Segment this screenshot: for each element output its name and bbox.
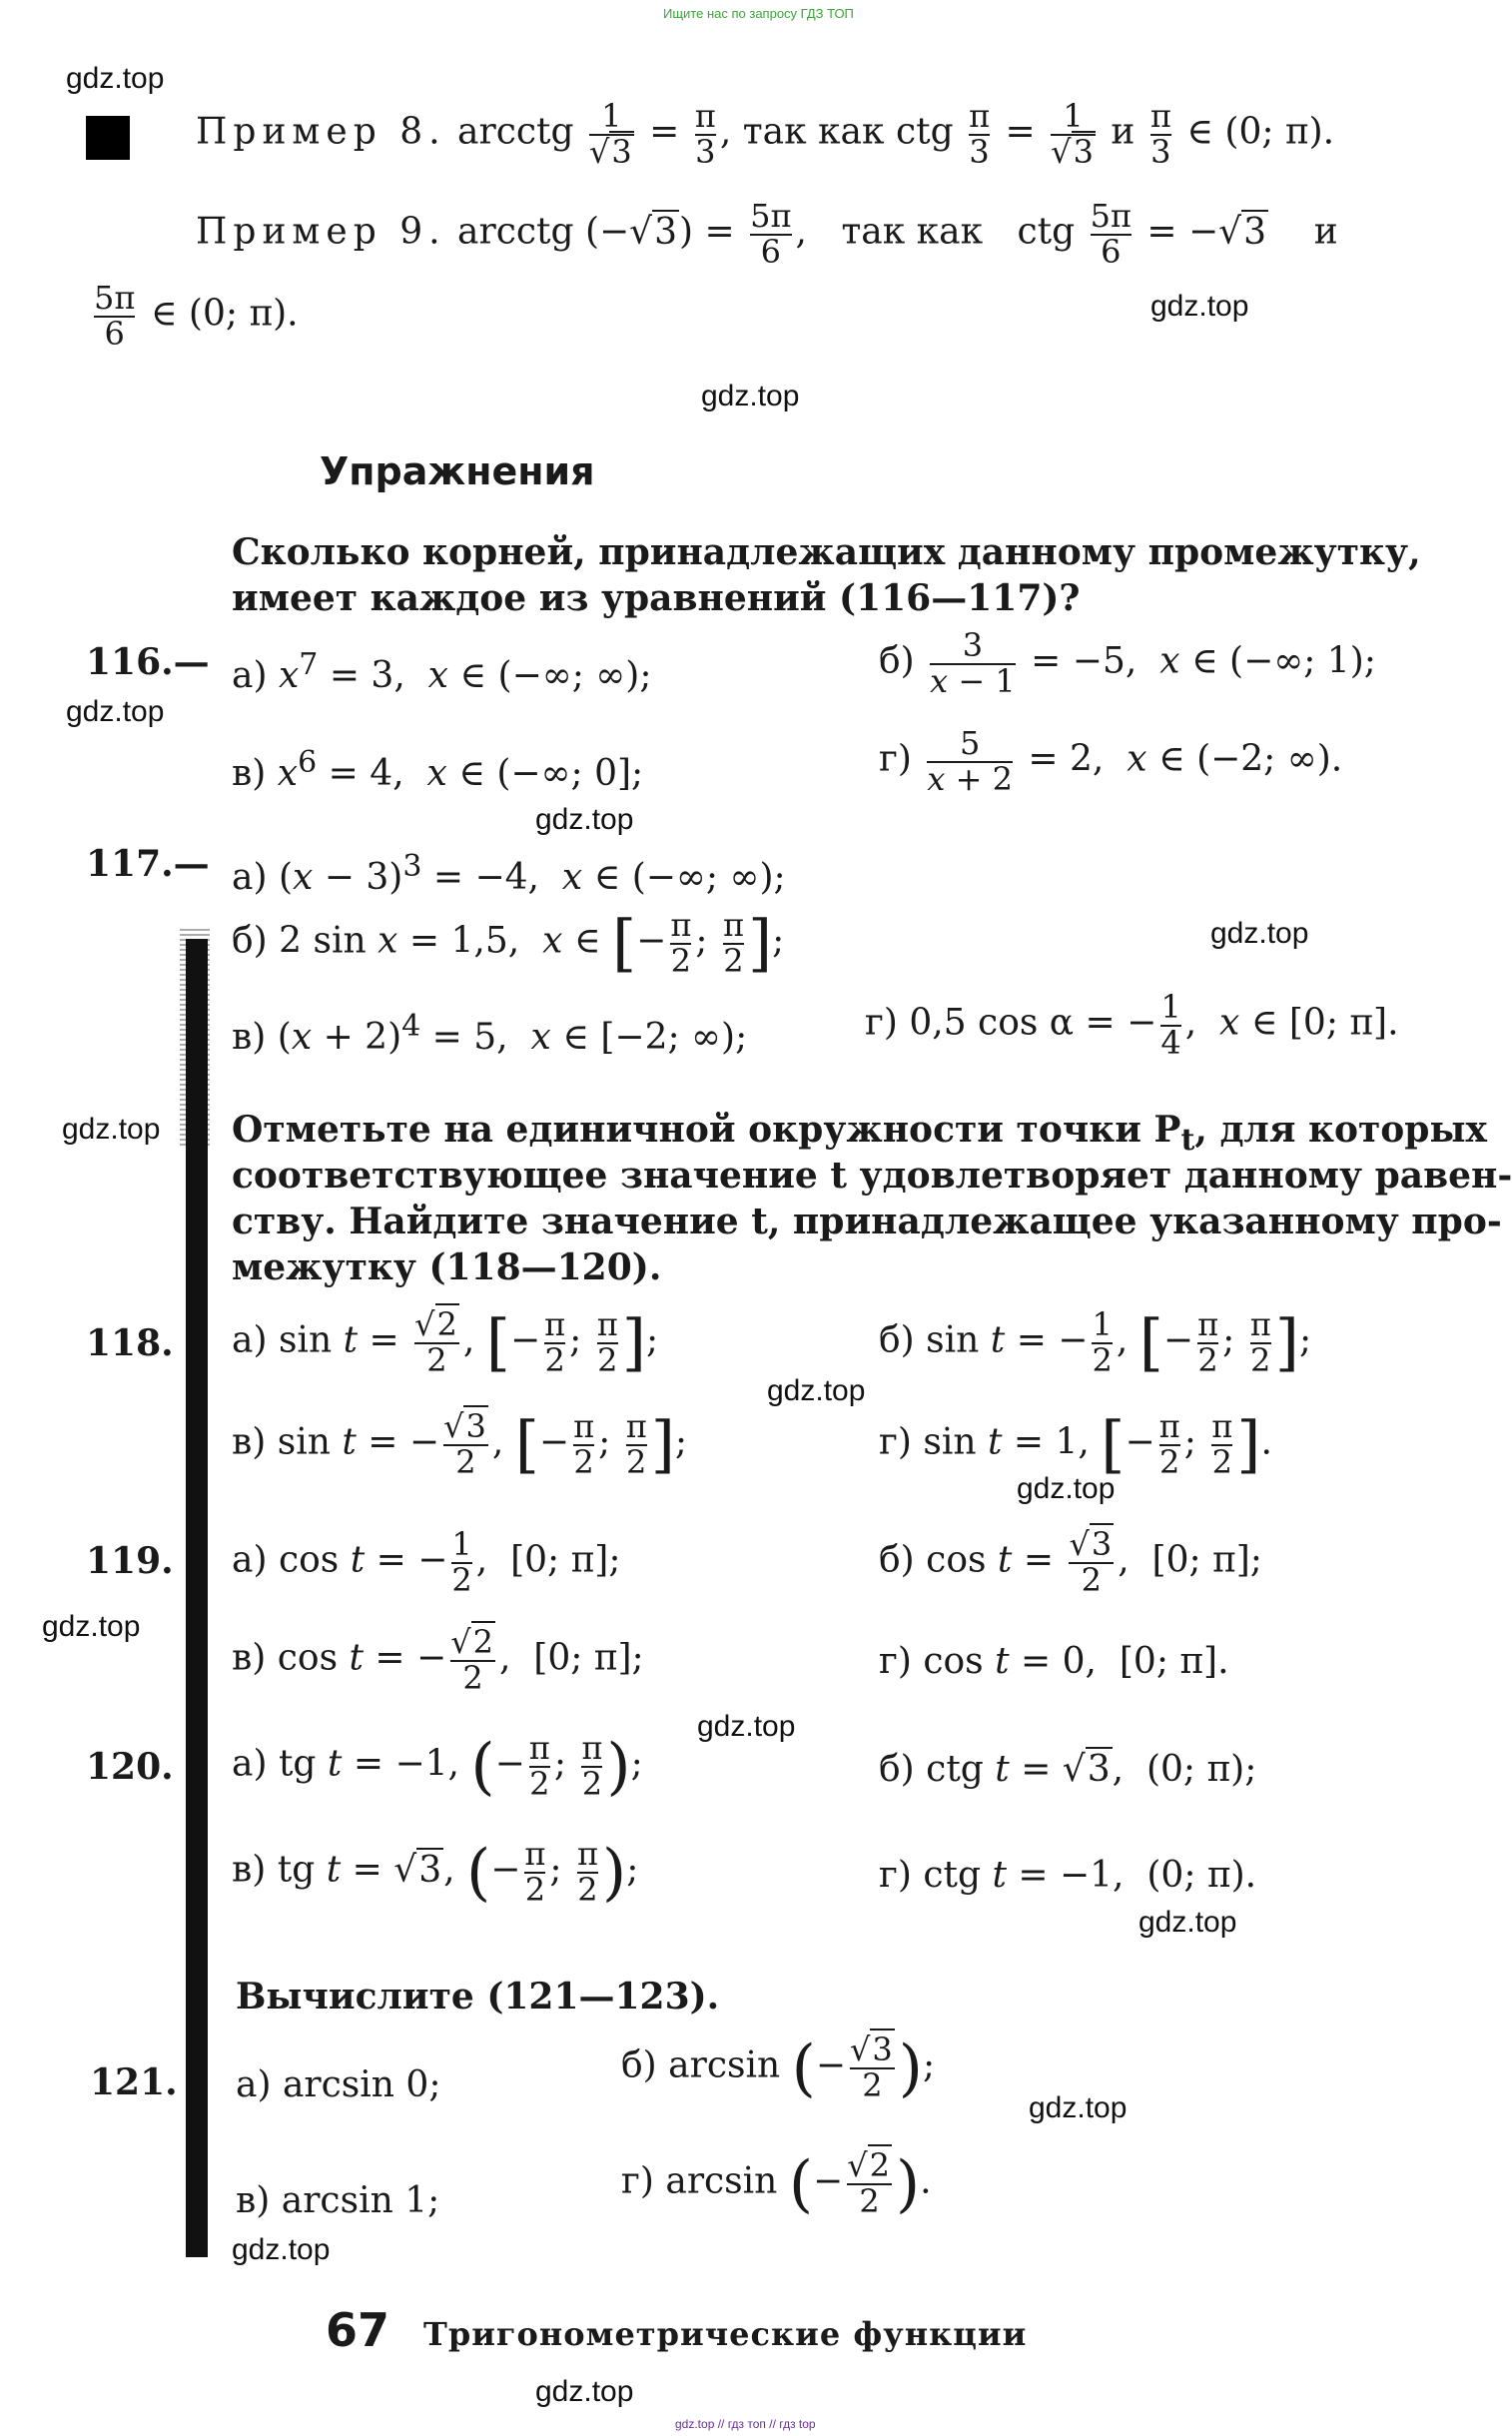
problem-120a: а) tg t = −1, (− $\frac{\pi}{2}$ ; $\frac{\pi}{2}$ ); [232,1729,643,1803]
problem-120b: б) ctg t = √3, (0; π); [879,1749,1257,1790]
watermark: gdz.top [1210,917,1309,950]
example-marker [86,116,130,160]
item-label: г) [865,1002,898,1044]
example-9: Пример 9. arcctg (−√3) = $\frac{5\pi}{6}$ , так как ctg $\frac{5\pi}{6}$ = −√3 и [196,197,1338,271]
problem-121g: г) arcsin (− $\frac{√2}{2}$ ). [621,2146,932,2220]
problem-118g: г) sin t = 1, [− $\frac{\pi}{2}$ ; $\frac{\pi}{2}$ ]. [879,1407,1272,1481]
watermark: gdz.top [1150,290,1249,323]
item-label: а) [236,2064,272,2105]
watermark: gdz.top [535,803,634,836]
instruction-text: имеет каждое из уравнений (116—117)? [232,577,1081,619]
example-8: Пример 8. arcctg $\frac{1}{√3}$ = $\frac{\pi}{3}$ , так как ctg $\frac{\pi}{3}$ = $\frac{1}{√3}$ и $\frac{\pi}{3}$ ∈ (0; π). [196,97,1335,171]
problem-number: 121. [90,2061,178,2103]
item-label: б) [232,920,268,962]
item-label: г) [879,1421,912,1463]
problem-119g: г) cos t = 0, [0; π]. [879,1641,1229,1682]
instruction-sub: t [1180,1123,1195,1159]
problem-number: 119. [86,1540,174,1582]
item-label: г) [879,738,912,780]
item-label: в) [232,1637,267,1679]
item-label: г) [879,1855,912,1896]
watermark: gdz.top [767,1374,866,1407]
problem-119b: б) cos t = $\frac{√3}{2}$ , [0; π]; [879,1525,1262,1599]
example-8-label: Пример 8. [196,111,446,153]
problem-117a: а) $(x - 3)^3 = -4$, x ∈ (−∞; ∞); [232,849,786,898]
page-number: 67 [326,2303,390,2357]
problem-116g: г) $\frac{5}{x + 2}$ = 2, x ∈ (−2; ∞). [879,724,1343,798]
item-label: в) [232,753,267,794]
problem-number: 116.— [86,641,210,683]
example-8-and: и [1111,111,1135,153]
problem-119a: а) cos t = − $\frac{1}{2}$ , [0; π]; [232,1525,621,1599]
problem-118v: в) sin t = − $\frac{√3}{2}$ , [− $\frac{\pi}{2}$ ; $\frac{\pi}{2}$ ]; [232,1407,688,1481]
problem-117g: г) 0,5 cos α = − $\frac{1}{4}$ , x ∈ [0; π]. [865,988,1399,1062]
running-title: Тригонометрические функции [423,2315,1028,2353]
item-label: б) [621,2044,657,2086]
instruction-text: межутку (118—120). [232,1246,662,1288]
item-label: г) [621,2160,654,2202]
item-label: б) [879,1539,915,1581]
instruction-part: Отметьте на единичной окружности точки P [232,1109,1181,1151]
instruction-part: , для которых [1194,1109,1487,1151]
problem-118b: б) sin t = − $\frac{1}{2}$ , [− $\frac{\pi}{2}$ ; $\frac{\pi}{2}$ ]; [879,1305,1312,1379]
item-label: б) [879,640,915,682]
margin-bar [186,939,208,2257]
watermark: gdz.top [697,1710,796,1743]
problem-120v: в) tg t = √3, (− $\frac{\pi}{2}$ ; $\frac{\pi}{2}$ ); [232,1835,639,1909]
instruction-text: ству. Найдите значение t, принадлежащее указанному про- [232,1201,1502,1242]
section-heading: Упражнения [320,449,595,493]
example-9-cont: $\frac{5\pi}{6}$ ∈ (0; π). [94,279,299,353]
watermark: gdz.top [1138,1906,1237,1939]
problem-121b: б) arcsin (− $\frac{√3}{2}$ ); [621,2030,936,2104]
instruction-text: Сколько корней, принадлежащих данному промежутку, [232,531,1421,573]
problem-number: 120. [86,1746,174,1788]
watermark: gdz.top [66,695,165,728]
instruction-text: Вычислите (121—123). [236,1976,720,2018]
problem-number: 117.— [86,843,210,885]
item-label: в) [232,1849,267,1891]
example-9-and: и [1313,211,1338,253]
item-label: г) [879,1641,912,1682]
problem-117v: в) $(x + 2)^4 = 5$, x ∈ [−2; ∞); [232,1009,748,1058]
example-9-text: так как [841,211,984,253]
problem-116v: в) $x^6 = 4$, x ∈ (−∞; 0]; [232,745,644,794]
watermark: gdz.top [42,1610,141,1643]
item-label: а) [232,1539,268,1581]
top-banner[interactable]: Ищите нас по запросу ГДЗ ТОП [663,6,854,21]
item-label: в) [232,1421,267,1463]
problem-121v: в) arcsin 1; [236,2180,440,2221]
watermark: gdz.top [1029,2091,1128,2124]
item-label: б) [879,1749,915,1790]
example-9-label: Пример 9. [196,211,446,253]
item-label: а) [232,857,268,898]
watermark: gdz.top [66,62,165,95]
problem-121a: а) arcsin 0; [236,2064,441,2105]
problem-120g: г) ctg t = −1, (0; π). [879,1855,1257,1896]
problem-116a: а) $x^7 = 3$, x ∈ (−∞; ∞); [232,647,652,696]
item-label: а) [232,1743,268,1785]
problem-117b: б) 2 sin x = 1,5, x ∈ [− $\frac{\pi}{2}$ ; $\frac{\pi}{2}$ ]; [232,906,785,980]
item-label: в) [232,1017,267,1058]
watermark: gdz.top [1017,1472,1116,1505]
instruction-text: соответствующее значение t удовлетворяет данному равен- [232,1155,1512,1197]
problem-116b: б) $\frac{3}{x - 1}$ = −5, x ∈ (−∞; 1); [879,626,1376,700]
watermark: gdz.top [535,2375,634,2408]
problem-119v: в) cos t = − $\frac{√2}{2}$ , [0; π]; [232,1623,644,1697]
item-label: в) [236,2180,271,2221]
watermark: gdz.top [701,380,800,412]
problem-118a: а) sin t = $\frac{√2}{2}$ , [− $\frac{\pi}{2}$ ; $\frac{\pi}{2}$ ]; [232,1305,659,1379]
item-label: а) [232,655,268,696]
example-8-text: так как [742,111,885,153]
watermark: gdz.top [62,1113,161,1146]
item-label: б) [879,1319,915,1361]
problem-number: 118. [86,1322,174,1364]
watermark: gdz.top [232,2233,331,2266]
item-label: а) [232,1319,268,1361]
bottom-banner[interactable]: gdz.top // гдз топ // гдз top [675,2417,816,2431]
